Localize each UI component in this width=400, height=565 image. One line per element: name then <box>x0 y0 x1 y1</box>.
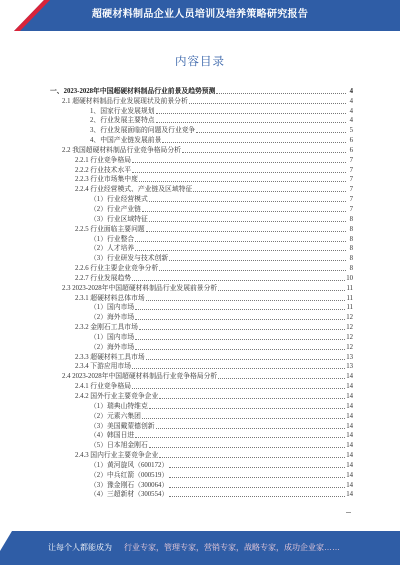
toc-entry-page-number: 10 <box>346 274 353 282</box>
footer-corner-decoration <box>0 531 16 565</box>
toc-entry-title: （5）日本旭金刚石 <box>90 442 148 450</box>
toc-entry[interactable] <box>50 371 353 381</box>
toc-entry-page-number: 8 <box>349 215 353 223</box>
toc-entry-page-number: 5 <box>349 127 353 135</box>
toc-entry-page-number: 8 <box>349 245 353 253</box>
toc-entry-title: 2、行业发展主要特点 <box>90 117 155 125</box>
toc-entry-page-number: 8 <box>349 255 353 263</box>
toc-entry[interactable] <box>50 391 353 401</box>
toc-entry-title: 2.2.2 行业技术水平 <box>75 166 132 174</box>
toc-entry-title: 2.3 2023-2028年中国超硬材料制品行业发展前景分析 <box>62 284 218 292</box>
toc-entry-title: （2）元素六集团 <box>90 412 141 420</box>
toc-entry-page-number: 12 <box>346 343 353 351</box>
toc-entry-page-number: 7 <box>349 166 353 174</box>
toc-entry-title: 2.3.1 超硬材料总体市场 <box>75 294 145 302</box>
toc-entry-page-number: 14 <box>346 471 353 479</box>
toc-entry-title: 2.2.6 行业主要企业竞争分析 <box>75 265 159 273</box>
toc-entry-title: 2.1 超硬材料制品行业发展现状及前景分析 <box>62 97 188 105</box>
toc-entry[interactable] <box>50 86 353 96</box>
toc-dot-leader <box>218 290 345 291</box>
toc-entry-title: 2.4.1 行业竞争格局 <box>75 383 132 391</box>
toc-dot-leader <box>142 211 346 212</box>
toc-dot-leader <box>156 122 346 123</box>
toc-entry-title: （1）国内市场 <box>90 333 135 341</box>
toc-dot-leader <box>135 250 346 251</box>
toc-entry[interactable] <box>50 332 353 342</box>
toc-entry[interactable] <box>50 234 353 244</box>
toc-entry-page-number: 14 <box>346 461 353 469</box>
toc-heading: 内容目录 <box>175 56 225 68</box>
toc-dot-leader <box>135 309 345 310</box>
toc-entry-title: （2）人才培养 <box>90 245 135 253</box>
toc-dot-leader <box>132 172 346 173</box>
toc-entry[interactable] <box>50 440 353 450</box>
toc-entry-title: （1）黄河旋风（600172） <box>90 461 169 469</box>
toc-entry-page-number: 8 <box>349 225 353 233</box>
toc-entry-page-number: 4 <box>349 97 353 105</box>
toc-entry-title: 1、国家行业发展规划 <box>90 107 155 115</box>
table-of-contents <box>50 86 353 499</box>
toc-entry-title: 2.3.3 超硬材料工具市场 <box>75 353 145 361</box>
toc-entry-title: （3）豫金刚石（300064） <box>90 481 169 489</box>
toc-entry-title: 2.2 我国超硬材料制品行业竞争格局分析 <box>62 146 181 154</box>
toc-dot-leader <box>135 437 345 438</box>
page-footer-banner <box>0 531 400 565</box>
toc-dot-leader <box>196 132 346 133</box>
toc-entry-title: （4）三超新材（300554） <box>90 491 169 499</box>
toc-entry-page-number: 14 <box>346 402 353 410</box>
toc-entry-title: 2.2.3 行业市场集中度 <box>75 176 138 184</box>
toc-entry[interactable] <box>50 96 353 106</box>
toc-entry-page-number: 6 <box>349 146 353 154</box>
toc-entry-title: （1）行业整合 <box>90 235 135 243</box>
toc-entry-page-number: 14 <box>346 412 353 420</box>
footer-slogan-roles: 行业专家，管理专家，营销专家，战略专家，成功企业家…… <box>124 543 340 552</box>
toc-dot-leader <box>159 457 345 458</box>
toc-dot-leader <box>156 428 346 429</box>
toc-entry-page-number: 7 <box>349 176 353 184</box>
toc-dot-leader <box>169 487 345 488</box>
toc-entry-page-number: 11 <box>346 304 353 312</box>
toc-entry[interactable] <box>50 253 353 263</box>
toc-entry[interactable] <box>50 116 353 126</box>
toc-entry[interactable] <box>50 145 353 155</box>
toc-dot-leader <box>156 113 346 114</box>
toc-entry-page-number: 13 <box>346 363 353 371</box>
toc-entry[interactable] <box>50 381 353 391</box>
toc-entry[interactable] <box>50 342 353 352</box>
toc-entry[interactable] <box>50 312 353 322</box>
toc-dot-leader <box>135 319 345 320</box>
toc-entry-page-number: 14 <box>346 393 353 400</box>
toc-entry[interactable] <box>50 450 353 460</box>
toc-entry-title: （4）韩国日进 <box>90 432 135 440</box>
toc-entry-page-number: 4 <box>349 87 353 95</box>
toc-entry[interactable] <box>50 431 353 441</box>
toc-entry-title: 2.2.5 行业面临主要问题 <box>75 225 145 233</box>
toc-entry-title: 2.2.4 行业经营模式、产业链及区域特征 <box>75 186 193 194</box>
toc-entry[interactable] <box>50 204 353 214</box>
toc-entry[interactable] <box>50 184 353 194</box>
toc-entry-title: 2.4.3 国内行业主要竞争企业 <box>75 452 159 460</box>
toc-entry-page-number: 7 <box>349 205 353 213</box>
toc-dot-leader <box>159 398 345 399</box>
toc-dot-leader <box>135 339 345 340</box>
toc-entry[interactable] <box>50 470 353 480</box>
toc-dot-leader <box>189 103 346 104</box>
page-end-mark <box>346 512 351 513</box>
toc-dot-leader <box>149 447 345 448</box>
toc-entry-page-number: 12 <box>346 324 353 332</box>
toc-entry[interactable] <box>50 352 353 362</box>
toc-entry[interactable] <box>50 460 353 470</box>
toc-dot-leader <box>132 162 346 163</box>
toc-entry-title: 2.2.7 行业发展趋势 <box>75 274 132 282</box>
toc-entry-page-number: 7 <box>349 196 353 204</box>
toc-entry-title: 2.4.2 国外行业主要竞争企业 <box>75 393 159 400</box>
toc-entry-page-number: 8 <box>349 235 353 243</box>
toc-dot-leader <box>149 408 345 409</box>
toc-entry[interactable] <box>50 244 353 254</box>
toc-entry-page-number: 14 <box>346 432 353 440</box>
toc-entry-page-number: 14 <box>346 491 353 499</box>
toc-dot-leader <box>162 142 346 143</box>
toc-entry[interactable] <box>50 165 353 175</box>
toc-entry[interactable] <box>50 224 353 234</box>
toc-entry-page-number: 13 <box>346 353 353 361</box>
toc-entry-page-number: 14 <box>346 442 353 450</box>
toc-dot-leader <box>218 378 345 379</box>
toc-entry[interactable] <box>50 303 353 313</box>
toc-entry-page-number: 11 <box>346 284 353 292</box>
toc-dot-leader <box>159 270 346 271</box>
toc-dot-leader <box>146 300 346 301</box>
toc-entry[interactable] <box>50 283 353 293</box>
toc-dot-leader <box>169 467 345 468</box>
toc-entry[interactable] <box>50 273 353 283</box>
toc-entry-title: （2）行业产业链 <box>90 205 141 213</box>
toc-entry-page-number: 11 <box>346 294 353 302</box>
toc-entry[interactable] <box>50 293 353 303</box>
toc-entry-page-number: 14 <box>346 373 353 381</box>
toc-entry-title: 一、2023-2028年中国超硬材料制品行业前景及趋势预测 <box>50 87 216 95</box>
toc-entry-page-number: 4 <box>349 117 353 125</box>
toc-entry[interactable] <box>50 322 353 332</box>
toc-entry[interactable] <box>50 155 353 165</box>
toc-dot-leader <box>149 201 346 202</box>
toc-entry-page-number: 12 <box>346 333 353 341</box>
toc-entry-title: 2.2.1 行业竞争格局 <box>75 156 132 164</box>
toc-dot-leader <box>193 191 346 192</box>
toc-entry-page-number: 8 <box>349 265 353 273</box>
report-title: 超硬材料制品企业人员培训及培养策略研究报告 <box>91 9 309 20</box>
toc-entry-page-number: 6 <box>349 137 353 145</box>
toc-entry-page-number: 7 <box>349 156 353 164</box>
toc-entry-title: （2）海外市场 <box>90 343 135 351</box>
toc-dot-leader <box>132 280 345 281</box>
toc-entry[interactable] <box>50 135 353 145</box>
page-header-banner <box>0 0 400 31</box>
toc-entry[interactable] <box>50 214 353 224</box>
toc-entry-title: 2.3.4 下游应用市场 <box>75 363 132 371</box>
toc-dot-leader <box>142 418 345 419</box>
toc-entry-title: （1）瑞典山特维克 <box>90 402 148 410</box>
toc-entry-title: 2.4 2023-2028年中国超硬材料制品行业竞争格局分析 <box>62 373 218 381</box>
toc-entry[interactable] <box>50 362 353 372</box>
toc-dot-leader <box>135 241 346 242</box>
toc-dot-leader <box>169 260 346 261</box>
toc-entry[interactable] <box>50 421 353 431</box>
toc-dot-leader <box>139 181 346 182</box>
toc-entry-title: （3）行业区域特征 <box>90 215 148 223</box>
toc-entry-page-number: 14 <box>346 422 353 430</box>
toc-dot-leader <box>169 496 345 497</box>
toc-dot-leader <box>149 221 346 222</box>
toc-entry[interactable] <box>50 194 353 204</box>
toc-entry-page-number: 4 <box>349 107 353 115</box>
toc-entry-title: （1）国内市场 <box>90 304 135 312</box>
toc-dot-leader <box>132 388 345 389</box>
toc-dot-leader <box>146 231 346 232</box>
toc-entry[interactable] <box>50 480 353 490</box>
toc-entry-title: （2）海外市场 <box>90 314 135 322</box>
toc-entry-page-number: 7 <box>349 186 353 194</box>
toc-entry-title: 2.3.2 金刚石工具市场 <box>75 324 138 332</box>
toc-entry-title: （1）行业经营模式 <box>90 196 148 204</box>
toc-entry-title: （3）美国戴蒙德创新 <box>90 422 155 430</box>
toc-entry-title: 3、行业发展面临的问题及行业竞争 <box>90 127 196 135</box>
toc-dot-leader <box>139 329 345 330</box>
toc-entry[interactable] <box>50 263 353 273</box>
footer-slogan-lead: 让每个人都能成为 <box>48 543 112 552</box>
toc-entry-title: 4、中国产业链发展前景 <box>90 137 162 145</box>
toc-dot-leader <box>182 152 346 153</box>
toc-dot-leader <box>216 93 346 94</box>
toc-dot-leader <box>135 349 345 350</box>
toc-dot-leader <box>146 359 346 360</box>
toc-entry[interactable] <box>50 106 353 116</box>
toc-entry[interactable] <box>50 490 353 500</box>
toc-entry[interactable] <box>50 175 353 185</box>
toc-entry-page-number: 14 <box>346 452 353 460</box>
toc-entry[interactable] <box>50 125 353 135</box>
toc-entry-page-number: 14 <box>346 383 353 391</box>
toc-entry-title: （3）行业研发与技术创新 <box>90 255 169 263</box>
toc-entry-page-number: 14 <box>346 481 353 489</box>
toc-entry[interactable] <box>50 411 353 421</box>
toc-dot-leader <box>169 477 345 478</box>
toc-entry[interactable] <box>50 401 353 411</box>
toc-dot-leader <box>132 368 345 369</box>
toc-entry-title: （2）中兵红箭（000519） <box>90 471 169 479</box>
toc-entry-page-number: 12 <box>346 314 353 322</box>
